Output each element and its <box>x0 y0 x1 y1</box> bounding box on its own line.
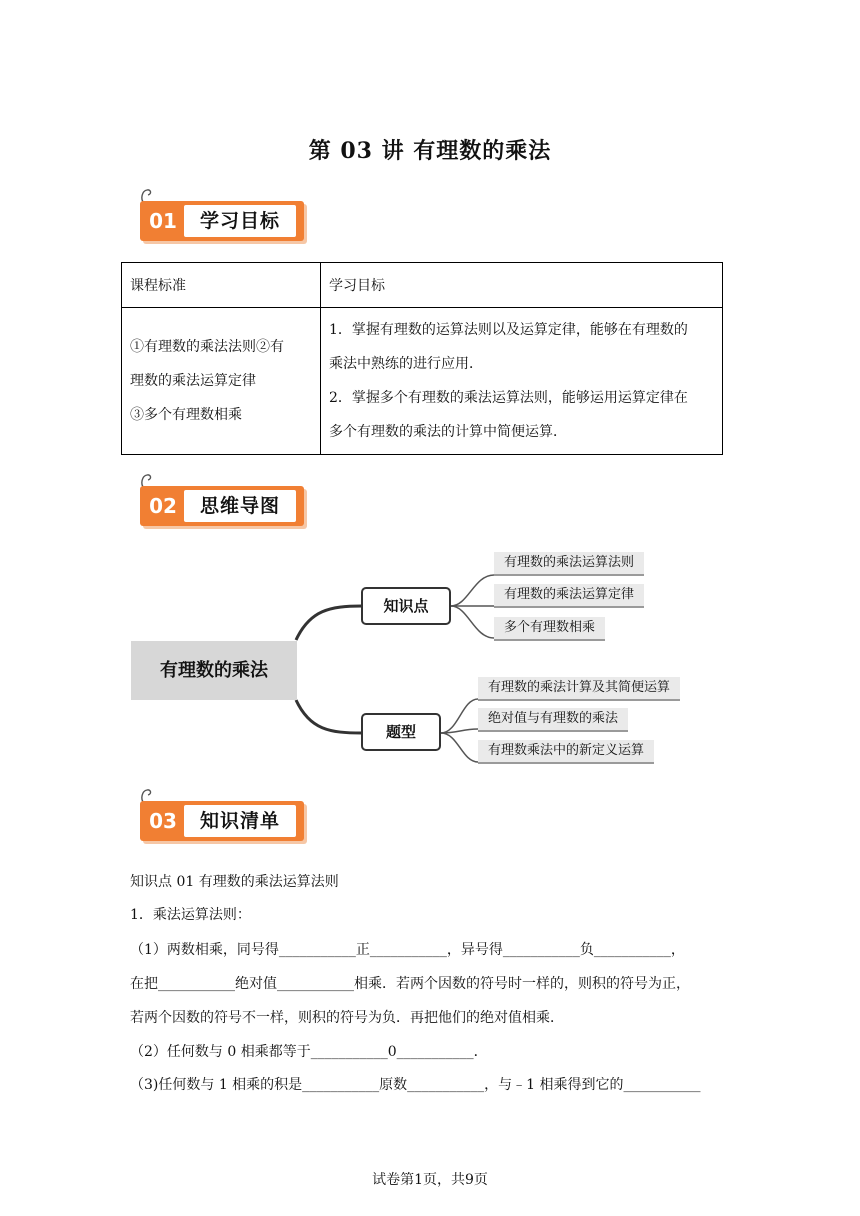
body-line: 在把___________绝对值___________相乘．若两个因数的符号时一样的，则积的符号为正， <box>130 976 690 992</box>
mind-map-root: 有理数的乘法 <box>131 641 297 700</box>
standard-line: ③多个有理数相乘 <box>130 407 242 423</box>
mind-map-leaf: 有理数的乘法运算定律 <box>494 584 644 608</box>
section-number: 03 <box>149 809 177 833</box>
section-heading-knowledge <box>136 785 306 847</box>
page-title: 第 03 讲 有理数的乘法 <box>308 138 552 164</box>
body-line: （1）两数相乘，同号得___________正___________，异号得___________负___________， <box>130 942 685 958</box>
body-line: 若两个因数的符号不一样，则积的符号为负．再把他们的绝对值相乘． <box>130 1010 564 1026</box>
rule-title: 1．乘法运算法则： <box>130 907 251 923</box>
table-header-objective: 学习目标 <box>321 263 723 308</box>
mind-map-leaf: 多个有理数相乘 <box>494 617 605 641</box>
objective-line: 2．掌握多个有理数的乘法运算法则，能够运用运算定律在 <box>329 390 688 406</box>
standard-line: ①有理数的乘法法则②有 <box>130 339 284 355</box>
standard-line: 理数的乘法运算定律 <box>130 373 256 389</box>
table-header-standard: 课程标准 <box>122 263 321 308</box>
page-footer: 试卷第1页，共9页 <box>372 1172 488 1188</box>
section-label: 学习目标 <box>184 205 296 237</box>
mind-map-leaf: 有理数的乘法计算及其简便运算 <box>478 677 680 701</box>
objective-line: 1．掌握有理数的运算法则以及运算定律，能够在有理数的 <box>329 322 688 338</box>
body-line: （3)任何数与 1 相乘的积是___________原数___________，与﹣1 相乘得到它的___________ <box>130 1077 701 1093</box>
section-number: 02 <box>149 494 177 518</box>
mind-map-branch-problems: 题型 <box>361 713 441 751</box>
section-number: 01 <box>149 209 177 233</box>
body-line: （2）任何数与 0 相乘都等于___________0___________． <box>130 1044 488 1060</box>
mind-map-branch-knowledge: 知识点 <box>361 587 451 625</box>
section-label: 知识清单 <box>184 805 296 837</box>
mind-map-leaf: 有理数的乘法运算法则 <box>494 552 644 576</box>
knowledge-point-heading: 知识点 01 有理数的乘法运算法则 <box>130 874 339 890</box>
mind-map-leaf: 绝对值与有理数的乘法 <box>478 708 628 732</box>
section-label: 思维导图 <box>184 490 296 522</box>
objective-line: 多个有理数的乘法的计算中简便运算． <box>329 424 567 440</box>
mind-map-leaf: 有理数乘法中的新定义运算 <box>478 740 654 764</box>
objective-line: 乘法中熟练的进行应用． <box>329 356 483 372</box>
